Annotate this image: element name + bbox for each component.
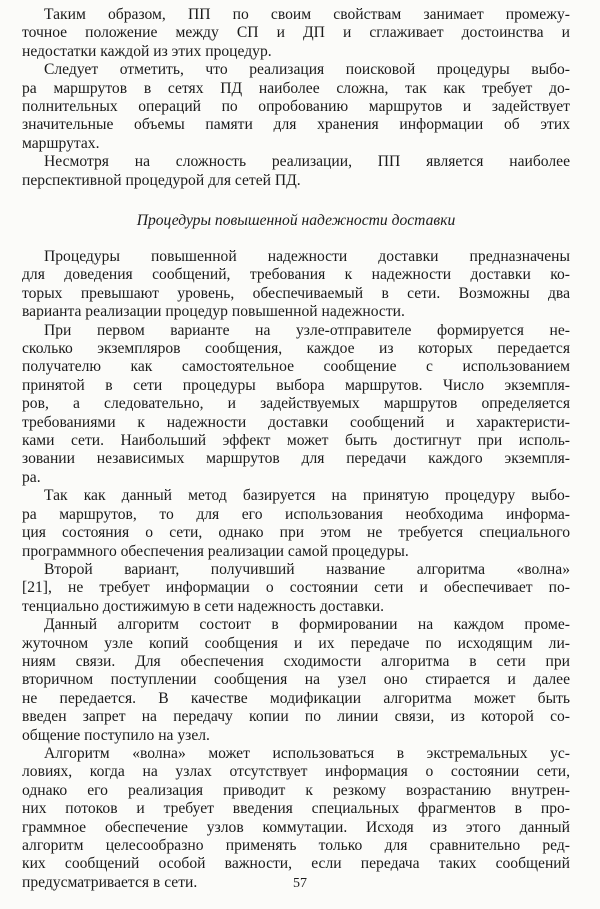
page-number: 57	[293, 876, 307, 891]
text-line: сколько экземпляров сообщения, каждое из которых передается	[22, 340, 570, 358]
paragraph	[22, 745, 570, 892]
text-line: ниям связи. Для обеспечения сходимости алгоритма в сети при	[22, 652, 570, 670]
text-line: однако его реализация приводит к резкому возрастанию внутрен-	[22, 781, 570, 799]
text-line: ция состояния о сети, однако при этом не требуется специального	[22, 524, 570, 542]
text-line: них потоков и требует введения специальных фрагментов в про-	[22, 800, 570, 818]
text-line: ками сети. Наибольший эффект может быть достигнут при исполь-	[22, 432, 570, 450]
text-line: [21], не требует информации о состоянии сети и обеспечивает по-	[22, 579, 570, 597]
text-line: вторичном поступлении сообщения на узел оно стирается и далее	[22, 671, 570, 689]
text-line: предусматривается в сети.	[22, 873, 198, 891]
paragraph	[22, 616, 570, 745]
text-line: Процедуры повышенной надежности доставки предназначены	[44, 248, 570, 265]
text-line: Таким образом, ПП по своим свойствам занимает промежу-	[44, 6, 570, 23]
text-line: граммное обеспечение узлов коммутации. Исходя из этого данный	[22, 818, 570, 836]
text-line: жуточном узле копий сообщения и их передаче по исходящим ли-	[22, 634, 570, 652]
section-heading: Процедуры повышенной надежности доставки	[136, 212, 456, 229]
text-line: ловиях, когда на узлах отсутствует информация о состоянии сети,	[22, 763, 570, 781]
text-line: общение поступило на узел.	[22, 726, 210, 744]
text-line: ра.	[22, 468, 41, 486]
text-line: зовании независимых маршрутов для передачи каждого экземпля-	[22, 450, 570, 468]
text-line: Данный алгоритм состоит в формировании на каждом проме-	[44, 616, 570, 634]
text-line: При первом варианте на узле-отправителе формируется не-	[44, 321, 570, 339]
text-line: ров, а следовательно, и задействуемых маршрутов определяется	[22, 395, 570, 413]
paragraph	[22, 322, 570, 488]
text-line: ра маршрутов в сетях ПД наиболее сложна, так как требует до-	[22, 79, 570, 97]
text-line: Так как данный метод базируется на принятую процедуру выбо-	[44, 487, 570, 505]
section-text	[22, 248, 570, 892]
text-line: перспективной процедурой для сетей ПД.	[22, 171, 301, 189]
text-line: Второй вариант, получивший название алгоритма «волна»	[44, 560, 570, 578]
text-line: ра маршрутов, то для его использования необходима информа-	[22, 505, 570, 523]
text-line: Алгоритм «волна» может использоваться в экстремальных ус-	[44, 744, 570, 762]
text-line: точное положение между СП и ДП и сглаживает достоинства и	[22, 24, 570, 42]
text-line: требованиями к надежности доставки сообщений и характеристи-	[22, 413, 570, 431]
text-line: алгоритм целесообразно применять только для сравнительно ред-	[22, 837, 570, 854]
paragraph	[22, 487, 570, 561]
text-line: значительные объемы памяти для хранения информации об этих	[22, 116, 570, 134]
paragraph	[22, 248, 570, 322]
text-line: Несмотря на сложность реализации, ПП является наиболее	[44, 153, 570, 171]
text-line: программного обеспечения реализации самой процедуры.	[22, 542, 409, 560]
text-line: введен запрет на передачу копии по линии связи, из которой со-	[22, 708, 570, 726]
text-line: Следует отметить, что реализация поисковой процедуры выбо-	[44, 61, 570, 79]
text-line: для доведения сообщений, требования к надежности доставки ко-	[22, 266, 570, 284]
text-line: торых превышают уровень, обеспечиваемый в сети. Возможны два	[22, 284, 570, 302]
text-line: тенциально достижимую в сети надежность доставки.	[22, 597, 384, 615]
text-line: недостатки каждой из этих процедур.	[22, 42, 272, 60]
text-line: не передается. В качестве модификации алгоритма может быть	[22, 689, 570, 707]
text-line: получателю как самостоятельное сообщение с использованием	[22, 358, 570, 376]
paragraph	[22, 6, 570, 61]
intro-text	[22, 6, 570, 190]
text-line: ких сообщений особой важности, если передача таких сообщений	[22, 855, 570, 873]
text-line: принятой в сети процедуры выбора маршрутов. Число экземпля-	[22, 376, 570, 394]
text-line: маршрутах.	[22, 134, 100, 152]
text-line: полнительных операций по опробованию маршрутов и задействует	[22, 98, 570, 116]
text-line: варианта реализации процедур повышенной надежности.	[22, 303, 405, 321]
paragraph	[22, 153, 570, 190]
paragraph	[22, 61, 570, 153]
paragraph	[22, 561, 570, 616]
